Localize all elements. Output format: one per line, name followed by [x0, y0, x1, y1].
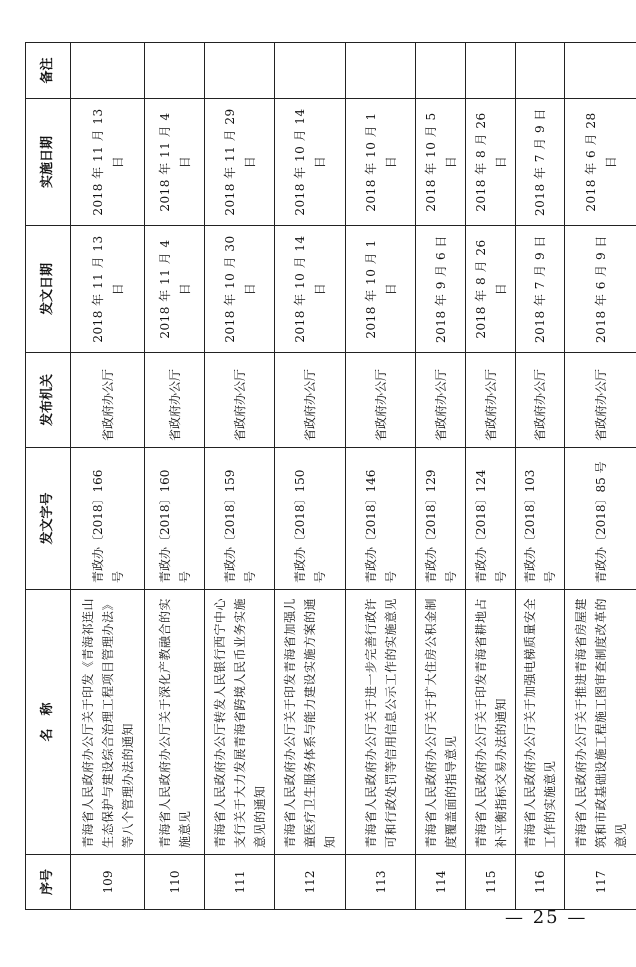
- row-doc-no: 青政办〔2018〕146 号: [346, 448, 416, 590]
- row-issue-date: 2018 年 10 月 14 日: [275, 226, 346, 353]
- header-issuer: 发布机关: [26, 353, 71, 448]
- row-no: 116: [516, 855, 565, 910]
- row-no: 109: [71, 855, 145, 910]
- row-effective-date: 2018 年 10 月 1 日: [346, 99, 416, 226]
- row-doc-no: 青政办〔2018〕160 号: [145, 448, 205, 590]
- header-doc-no: 发文字号: [26, 448, 71, 590]
- row-effective-date: 2018 年 8 月 26 日: [466, 99, 516, 226]
- row-doc-no: 青政办〔2018〕150 号: [275, 448, 346, 590]
- row-name: 青海省人民政府办公厅关于深化产教融合的实施意见: [145, 590, 205, 855]
- row-issuer: 省政府办公厅: [565, 353, 636, 448]
- row-note: [145, 43, 205, 99]
- row-issue-date: 2018 年 8 月 26 日: [466, 226, 516, 353]
- row-name: 青海省人民政府办公厅转发人民银行西宁中心支行关于大力发展青海省跨境人民币业务实施意见的通知: [205, 590, 275, 855]
- row-issuer: 省政府办公厅: [205, 353, 275, 448]
- row-effective-date: 2018 年 11 月 4 日: [145, 99, 205, 226]
- row-doc-no: 青政办〔2018〕124 号: [466, 448, 516, 590]
- row-note: [516, 43, 565, 99]
- row-note: [565, 43, 636, 99]
- row-no: 115: [466, 855, 516, 910]
- row-no: 112: [275, 855, 346, 910]
- row-name: 青海省人民政府办公厅关于加强电梯质量安全工作的实施意见: [516, 590, 565, 855]
- row-doc-no: 青政办〔2018〕103 号: [516, 448, 565, 590]
- header-note: 备注: [26, 43, 71, 99]
- row-name: 青海省人民政府办公厅关于推进青海省房屋建筑和市政基础设施工程施工图审查制度改革的意见: [565, 590, 636, 855]
- table-row: [275, 43, 346, 910]
- row-effective-date: 2018 年 6 月 28 日: [565, 99, 636, 226]
- table-row: [466, 43, 516, 910]
- row-doc-no: 青政办〔2018〕129 号: [416, 448, 466, 590]
- row-issuer: 省政府办公厅: [516, 353, 565, 448]
- row-note: [71, 43, 145, 99]
- row-no: 113: [346, 855, 416, 910]
- table-header-row: [26, 43, 71, 910]
- header-effective-date: 实施日期: [26, 99, 71, 226]
- row-note: [346, 43, 416, 99]
- row-name: 青海省人民政府办公厅关于印发青海省耕地占补平衡指标交易办法的通知: [466, 590, 516, 855]
- row-no: 111: [205, 855, 275, 910]
- row-issue-date: 2018 年 7 月 9 日: [516, 226, 565, 353]
- row-effective-date: 2018 年 7 月 9 日: [516, 99, 565, 226]
- table-row: [416, 43, 466, 910]
- row-name: 青海省人民政府办公厅关于扩大住房公积金制度覆盖面的指导意见: [416, 590, 466, 855]
- row-issue-date: 2018 年 11 月 4 日: [145, 226, 205, 353]
- row-doc-no: 青政办〔2018〕159 号: [205, 448, 275, 590]
- row-no: 117: [565, 855, 636, 910]
- header-name: 名 称: [26, 590, 71, 855]
- table-row: [145, 43, 205, 910]
- row-issuer: 省政府办公厅: [466, 353, 516, 448]
- row-doc-no: 青政办〔2018〕166 号: [71, 448, 145, 590]
- row-doc-no: 青政办〔2018〕85 号: [565, 448, 636, 590]
- table-row: [205, 43, 275, 910]
- row-issuer: 省政府办公厅: [275, 353, 346, 448]
- row-issuer: 省政府办公厅: [346, 353, 416, 448]
- row-no: 110: [145, 855, 205, 910]
- row-note: [416, 43, 466, 99]
- row-name: 青海省人民政府办公厅关于印发青海省加强儿童医疗卫生服务体系与能力建设实施方案的通知: [275, 590, 346, 855]
- row-issue-date: 2018 年 10 月 30 日: [205, 226, 275, 353]
- table-row: [516, 43, 565, 910]
- row-note: [205, 43, 275, 99]
- table-row: [346, 43, 416, 910]
- header-no: 序号: [26, 855, 71, 910]
- row-effective-date: 2018 年 11 月 13 日: [71, 99, 145, 226]
- row-effective-date: 2018 年 10 月 14 日: [275, 99, 346, 226]
- row-issuer: 省政府办公厅: [145, 353, 205, 448]
- row-name: 青海省人民政府办公厅关于印发《青海祁连山生态保护与建设综合治理工程项目管理办法》等八个管理办法的通知: [71, 590, 145, 855]
- row-note: [466, 43, 516, 99]
- row-issuer: 省政府办公厅: [71, 353, 145, 448]
- row-issue-date: 2018 年 9 月 6 日: [416, 226, 466, 353]
- table-row: [565, 43, 636, 910]
- table-row: [71, 43, 145, 910]
- row-effective-date: 2018 年 11 月 29 日: [205, 99, 275, 226]
- page-number: — 25 —: [505, 907, 588, 928]
- row-note: [275, 43, 346, 99]
- row-name: 青海省人民政府办公厅关于进一步完善行政许可和行政处罚等信用信息公示工作的实施意见: [346, 590, 416, 855]
- rotated-table-container: [25, 43, 628, 910]
- row-no: 114: [416, 855, 466, 910]
- regulations-table: [25, 42, 636, 910]
- header-issue-date: 发文日期: [26, 226, 71, 353]
- row-issue-date: 2018 年 6 月 9 日: [565, 226, 636, 353]
- row-effective-date: 2018 年 10 月 5 日: [416, 99, 466, 226]
- row-issuer: 省政府办公厅: [416, 353, 466, 448]
- row-issue-date: 2018 年 10 月 1 日: [346, 226, 416, 353]
- row-issue-date: 2018 年 11 月 13 日: [71, 226, 145, 353]
